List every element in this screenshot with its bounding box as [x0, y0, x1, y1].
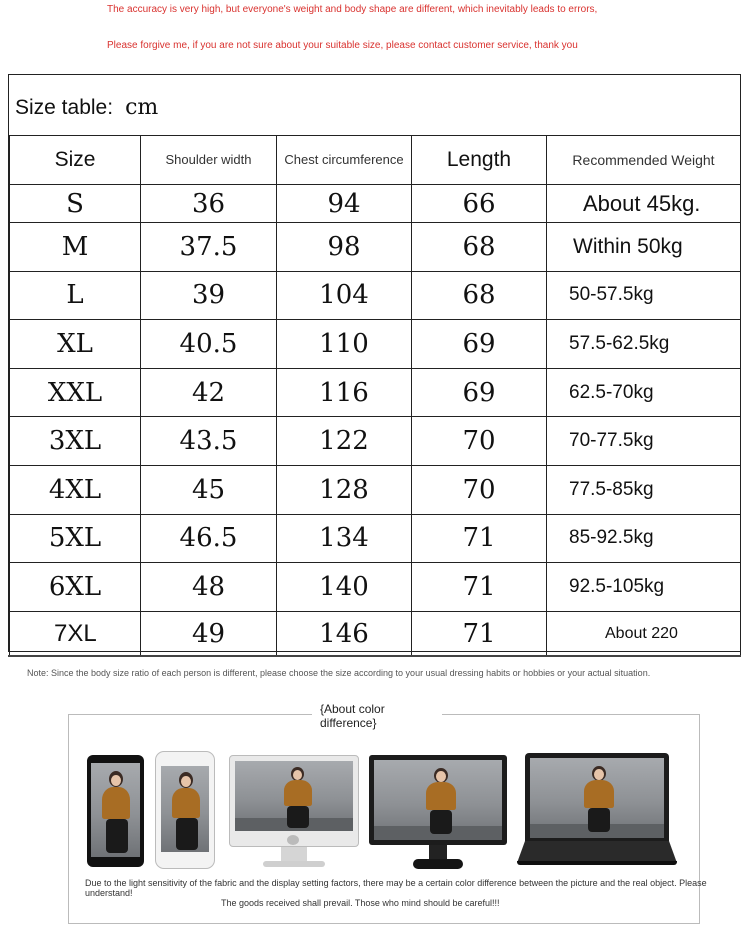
cell-length: 70: [412, 417, 547, 466]
cell-shoulder: 49: [141, 611, 277, 656]
cell-chest: 116: [277, 368, 412, 417]
monitor-black-image: [369, 755, 507, 873]
cell-shoulder: 46.5: [141, 514, 277, 563]
cell-size: M: [10, 223, 141, 272]
header-row: [10, 136, 741, 185]
monitor-white-image: [229, 755, 359, 873]
cell-weight: 62.5-70kg: [547, 368, 741, 417]
cell-chest: 140: [277, 563, 412, 612]
cell-size: XL: [10, 320, 141, 369]
size-table-unit: cm: [125, 95, 159, 120]
cell-length: 68: [412, 223, 547, 272]
cell-length: 71: [412, 514, 547, 563]
header-length: Length: [412, 136, 547, 185]
cell-chest: 146: [277, 611, 412, 656]
cell-shoulder: 48: [141, 563, 277, 612]
table-row: [10, 223, 741, 272]
table-row: [10, 514, 741, 563]
color-difference-panel: [68, 702, 707, 924]
section-divider: [8, 655, 741, 657]
cell-size: 4XL: [10, 465, 141, 514]
table-row: [10, 611, 741, 656]
notice-accuracy: The accuracy is very high, but everyone's weight and body shape are different, which inevitably leads to errors,: [107, 4, 598, 15]
cell-chest: 104: [277, 271, 412, 320]
phone-white-image: [155, 751, 215, 869]
cell-length: 70: [412, 465, 547, 514]
cell-size: 3XL: [10, 417, 141, 466]
cell-weight: 57.5-62.5kg: [547, 320, 741, 369]
cell-shoulder: 43.5: [141, 417, 277, 466]
cell-weight: 85-92.5kg: [547, 514, 741, 563]
header-chest: Chest circumference: [277, 136, 412, 185]
color-difference-caption: Due to the light sensitivity of the fabric and the display setting factors, there may be a certain color difference between the picture and the real object. Please understand!: [85, 878, 707, 898]
cell-length: 68: [412, 271, 547, 320]
size-grid: [9, 135, 741, 657]
cell-weight: Within 50kg: [547, 223, 741, 272]
cell-length: 69: [412, 368, 547, 417]
size-table-title: Size table:: [15, 96, 114, 119]
color-difference-caption-2: The goods received shall prevail. Those who mind should be careful!!!: [221, 898, 500, 908]
size-table-caption: [15, 95, 158, 120]
cell-weight: 77.5-85kg: [547, 465, 741, 514]
cell-length: 66: [412, 185, 547, 223]
header-shoulder: Shoulder width: [141, 136, 277, 185]
cell-chest: 134: [277, 514, 412, 563]
laptop-image: [517, 753, 677, 871]
table-row: [10, 185, 741, 223]
cell-weight: 70-77.5kg: [547, 417, 741, 466]
cell-shoulder: 36: [141, 185, 277, 223]
table-row: [10, 465, 741, 514]
table-row: [10, 368, 741, 417]
cell-length: 71: [412, 563, 547, 612]
cell-chest: 128: [277, 465, 412, 514]
notice-forgive: Please forgive me, if you are not sure about your suitable size, please contact customer service, thank you: [107, 40, 578, 51]
cell-shoulder: 37.5: [141, 223, 277, 272]
table-row: [10, 417, 741, 466]
cell-shoulder: 40.5: [141, 320, 277, 369]
size-table: [8, 74, 741, 652]
phone-dark-image: [87, 755, 144, 867]
cell-size: 6XL: [10, 563, 141, 612]
cell-size: 7XL: [10, 611, 141, 656]
table-row: [10, 271, 741, 320]
cell-chest: 110: [277, 320, 412, 369]
cell-shoulder: 39: [141, 271, 277, 320]
cell-weight: About 220: [547, 611, 741, 656]
cell-weight: 50-57.5kg: [547, 271, 741, 320]
cell-size: 5XL: [10, 514, 141, 563]
cell-weight: 92.5-105kg: [547, 563, 741, 612]
header-weight: Recommended Weight: [547, 136, 741, 185]
table-row: [10, 320, 741, 369]
size-note: Note: Since the body size ratio of each person is different, please choose the size according to your usual dressing habits or hobbies or your actual situation.: [27, 668, 651, 678]
cell-length: 71: [412, 611, 547, 656]
header-size: Size: [10, 136, 141, 185]
cell-size: XXL: [10, 368, 141, 417]
cell-chest: 98: [277, 223, 412, 272]
cell-shoulder: 42: [141, 368, 277, 417]
table-row: [10, 563, 741, 612]
cell-weight: About 45kg.: [547, 185, 741, 223]
cell-chest: 94: [277, 185, 412, 223]
cell-length: 69: [412, 320, 547, 369]
cell-chest: 122: [277, 417, 412, 466]
cell-size: S: [10, 185, 141, 223]
cell-shoulder: 45: [141, 465, 277, 514]
cell-size: L: [10, 271, 141, 320]
color-difference-title: {About color difference}: [312, 702, 442, 730]
